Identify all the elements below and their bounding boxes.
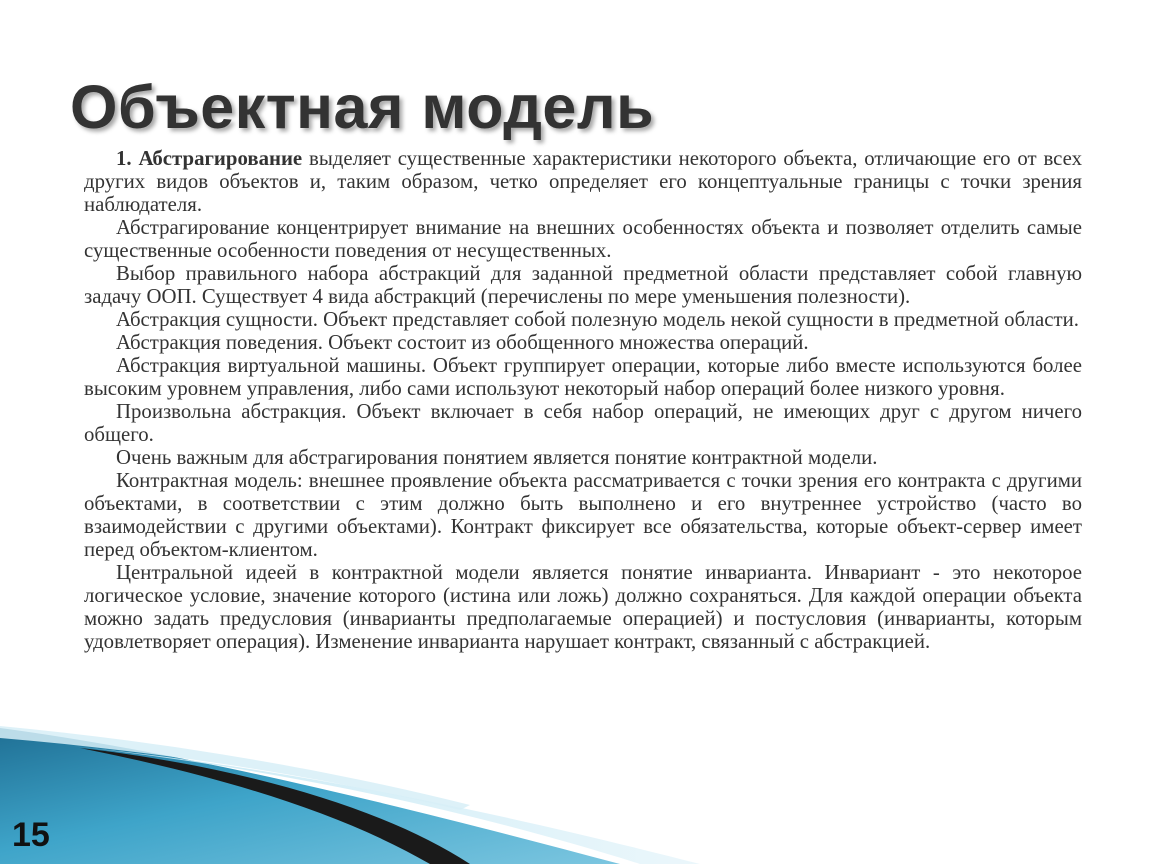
paragraph: Абстрагирование концентрирует внимание на внешних особенностях объекта и позволяет отделить самые существенные особенности поведения от несущественных. <box>84 216 1082 262</box>
paragraph: Выбор правильного набора абстракций для заданной предметной области представляет собой главную задачу ООП. Существует 4 вида абстракций (перечислены по мере уменьшения полезности). <box>84 262 1082 308</box>
paragraph: Абстракция поведения. Объект состоит из обобщенного множества операций. <box>116 331 809 354</box>
paragraph: Произвольна абстракция. Объект включает в себя набор операций, не имеющих друг с другом ничего общего. <box>84 400 1082 446</box>
paragraph: Абстракция виртуальной машины. Объект группирует операции, которые либо вместе используются более высоким уровнем управления, либо сами используют некоторый набор операций более низкого уровня. <box>84 354 1082 400</box>
page-number: 15 <box>12 816 50 854</box>
paragraph: Абстракция сущности. Объект представляет собой полезную модель некой сущности в предметной области. <box>116 308 1079 331</box>
paragraph: Центральной идеей в контрактной модели является понятие инварианта. Инвариант - это некоторое логическое условие, значение которого (истина или ложь) должно сохраняться. Для каждой операции объекта можно задать предусловия (инварианты предполагаемые операцией) и постусловия (инварианты, которым удовлетворяет операция). Изменение инварианта нарушает контракт, связанный с абстракцией. <box>84 561 1082 653</box>
slide-title: Объектная модель <box>70 73 655 141</box>
paragraph-bold-lead: 1. Абстрагирование <box>116 147 303 170</box>
paragraph: Очень важным для абстрагирования понятием является понятие контрактной модели. <box>116 446 878 469</box>
paragraph: Контрактная модель: внешнее проявление объекта рассматривается с точки зрения его контракта с другими объектами, в соответствии с этим должно быть выполнено и его внутреннее устройство (часто во взаимодействии с другими объектами). Контракт фиксирует все обязательства, которые объект-сервер имеет перед объектом-клиентом. <box>84 469 1082 561</box>
paragraph <box>84 147 1082 216</box>
paragraph-text: выделяет существенные характеристики некоторого объекта, отличающие его от всех других видов объектов и, таким образом, четко определяет его концептуальные границы с точки зрения наблюдателя. <box>84 147 1082 216</box>
slide-body-text <box>84 147 1082 653</box>
